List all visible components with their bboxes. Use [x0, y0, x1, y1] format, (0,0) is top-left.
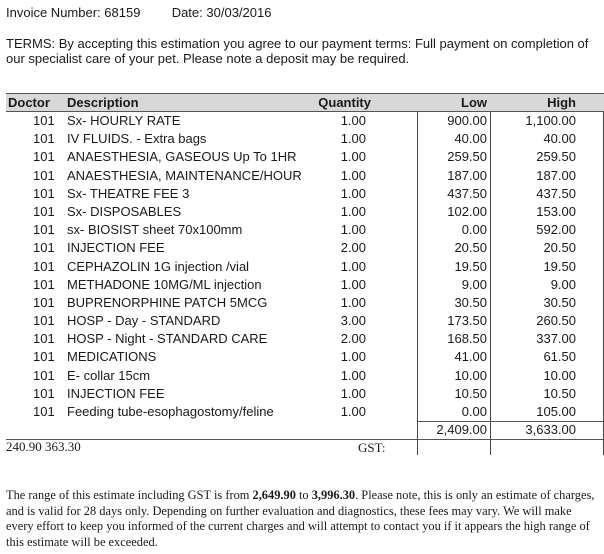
cell-description: Sx- DISPOSABLES	[67, 203, 182, 219]
cell-high: 9.00	[550, 276, 576, 292]
cell-quantity: 2.00	[340, 240, 366, 256]
table-row	[6, 367, 604, 385]
cell-high: 259.50	[536, 149, 576, 165]
cell-high: 592.00	[536, 222, 576, 238]
cell-low: 41.00	[454, 349, 487, 365]
cell-low: 10.00	[454, 367, 487, 383]
cell-description: ANAESTHESIA, MAINTENANCE/HOUR	[67, 167, 302, 183]
cell-quantity: 1.00	[340, 167, 366, 183]
footnote-low-total: 2,649.90	[252, 488, 296, 502]
cell-doctor: 101	[33, 203, 55, 219]
gst-row	[6, 439, 604, 457]
cell-quantity: 1.00	[340, 404, 366, 419]
cell-high: 40.00	[543, 131, 576, 147]
cell-high: 1,100.00	[525, 113, 576, 128]
cell-low: 437.50	[447, 185, 487, 201]
cell-low: 900.00	[447, 113, 487, 128]
cell-low: 102.00	[447, 203, 487, 219]
invoice-header	[6, 5, 271, 20]
column-header-quantity: Quantity	[318, 95, 371, 110]
footnote-high-total: 3,996.30	[311, 488, 356, 502]
cell-low: 259.50	[447, 149, 487, 165]
cell-low: 0.00	[461, 222, 487, 238]
cell-low: 30.50	[454, 294, 487, 310]
table-row	[6, 112, 604, 130]
table-row	[6, 185, 604, 203]
gst-low: 240.90	[6, 439, 42, 455]
cell-doctor: 101	[33, 113, 55, 128]
table-row	[6, 148, 604, 166]
gst-label: GST:	[358, 440, 386, 456]
cell-doctor: 101	[33, 167, 55, 183]
cell-quantity: 1.00	[340, 385, 366, 401]
column-header-high: High	[547, 95, 576, 110]
invoice-number: 68159	[104, 5, 141, 20]
table-row	[6, 221, 604, 239]
cell-doctor: 101	[33, 240, 55, 256]
cell-low: 9.00	[461, 276, 487, 292]
cell-doctor: 101	[33, 149, 55, 165]
cell-description: CEPHAZOLIN 1G injection /vial	[67, 258, 250, 274]
cell-description: METHADONE 10MG/ML injection	[67, 276, 262, 292]
table-row	[6, 167, 604, 185]
cell-high: 19.50	[543, 258, 576, 274]
cell-doctor: 101	[33, 294, 55, 310]
table-row	[6, 203, 604, 221]
cell-description: Sx- THEATRE FEE 3	[67, 185, 190, 201]
footnote-text-1: The range of this estimate including GST is from	[6, 488, 253, 502]
table-row	[6, 276, 604, 294]
cell-high: 187.00	[536, 167, 576, 183]
column-header-low: Low	[461, 95, 487, 110]
cell-low: 10.50	[454, 385, 487, 401]
table-row	[6, 130, 604, 148]
table-row	[6, 385, 604, 403]
cell-high: 260.50	[536, 313, 576, 329]
total-low: 2,409.00	[436, 422, 487, 438]
cell-low: 173.50	[447, 313, 487, 329]
cell-description: HOSP - Night - STANDARD CARE	[67, 331, 268, 347]
cell-doctor: 101	[33, 404, 55, 419]
cell-doctor: 101	[33, 331, 55, 347]
cell-high: 10.00	[543, 367, 576, 383]
cell-doctor: 101	[33, 222, 55, 238]
cell-description: INJECTION FEE	[67, 240, 165, 256]
cell-low: 20.50	[454, 240, 487, 256]
cell-doctor: 101	[33, 258, 55, 274]
invoice-number-label: Invoice Number:	[6, 5, 101, 20]
cell-high: 337.00	[536, 331, 576, 347]
cell-quantity: 1.00	[340, 185, 366, 201]
cell-doctor: 101	[33, 385, 55, 401]
cell-low: 187.00	[447, 167, 487, 183]
cell-high: 437.50	[536, 185, 576, 201]
date-label: Date:	[171, 5, 203, 20]
cell-doctor: 101	[33, 349, 55, 365]
table-row	[6, 403, 604, 421]
column-header-doctor: Doctor	[8, 95, 50, 110]
cell-doctor: 101	[33, 313, 55, 329]
cell-description: Sx- HOURLY RATE	[67, 113, 181, 128]
cell-quantity: 2.00	[340, 331, 366, 347]
cell-description: HOSP - Day - STANDARD	[67, 313, 221, 329]
cell-quantity: 1.00	[340, 276, 366, 292]
cell-quantity: 1.00	[340, 294, 366, 310]
cell-quantity: 1.00	[340, 367, 366, 383]
cell-quantity: 1.00	[340, 203, 366, 219]
cell-high: 30.50	[543, 294, 576, 310]
total-high: 3,633.00	[525, 422, 576, 438]
cell-description: BUPRENORPHINE PATCH 5MCG	[67, 294, 268, 310]
table-header	[6, 93, 604, 112]
cell-quantity: 3.00	[340, 313, 366, 329]
cell-low: 168.50	[447, 331, 487, 347]
cell-low: 40.00	[454, 131, 487, 147]
cell-high: 20.50	[543, 240, 576, 256]
cell-description: MEDICATIONS	[67, 349, 157, 365]
estimate-table	[6, 93, 604, 457]
cell-doctor: 101	[33, 276, 55, 292]
cell-quantity: 1.00	[340, 349, 366, 365]
footnote-to: to	[295, 488, 312, 502]
table-row	[6, 239, 604, 257]
table-body	[6, 112, 604, 421]
cell-doctor: 101	[33, 185, 55, 201]
cell-description: E- collar 15cm	[67, 367, 151, 383]
cell-description: Feeding tube-esophagostomy/feline	[67, 404, 274, 419]
table-row	[6, 312, 604, 330]
cell-quantity: 1.00	[340, 258, 366, 274]
estimate-footnote	[6, 488, 602, 550]
table-row	[6, 348, 604, 366]
cell-doctor: 101	[33, 131, 55, 147]
cell-quantity: 1.00	[340, 131, 366, 147]
table-row	[6, 294, 604, 312]
gst-high: 363.30	[45, 439, 81, 455]
cell-quantity: 1.00	[340, 222, 366, 238]
cell-quantity: 1.00	[340, 149, 366, 165]
cell-description: IV FLUIDS. - Extra bags	[67, 131, 207, 147]
terms-text: TERMS: By accepting this estimation you agree to our payment terms: Full payment on completion of our specialist care of your pet. Please note a deposit may be required.	[6, 36, 589, 66]
cell-description: sx- BIOSIST sheet 70x100mm	[67, 222, 243, 238]
table-row	[6, 258, 604, 276]
cell-low: 19.50	[454, 258, 487, 274]
cell-doctor: 101	[33, 367, 55, 383]
cell-description: INJECTION FEE	[67, 385, 165, 401]
cell-quantity: 1.00	[340, 113, 366, 128]
cell-high: 105.00	[536, 404, 576, 419]
footnote-text-2: . Please note, this is only an estimate of charges, and is valid for 28 days only. Depending on further evaluation and diagnostics, these fees may vary. We will make every effort to keep you informed of the current charges and will attempt to contact you if it appears the high range of this estimate will be exceeded.	[6, 488, 595, 549]
table-row	[6, 330, 604, 348]
totals-row	[6, 421, 604, 439]
cell-description: ANAESTHESIA, GASEOUS Up To 1HR	[67, 149, 297, 165]
cell-high: 153.00	[536, 203, 576, 219]
cell-high: 61.50	[543, 349, 576, 365]
cell-low: 0.00	[461, 404, 487, 419]
invoice-date: 30/03/2016	[206, 5, 272, 20]
column-header-description: Description	[67, 95, 139, 110]
cell-high: 10.50	[543, 385, 576, 401]
